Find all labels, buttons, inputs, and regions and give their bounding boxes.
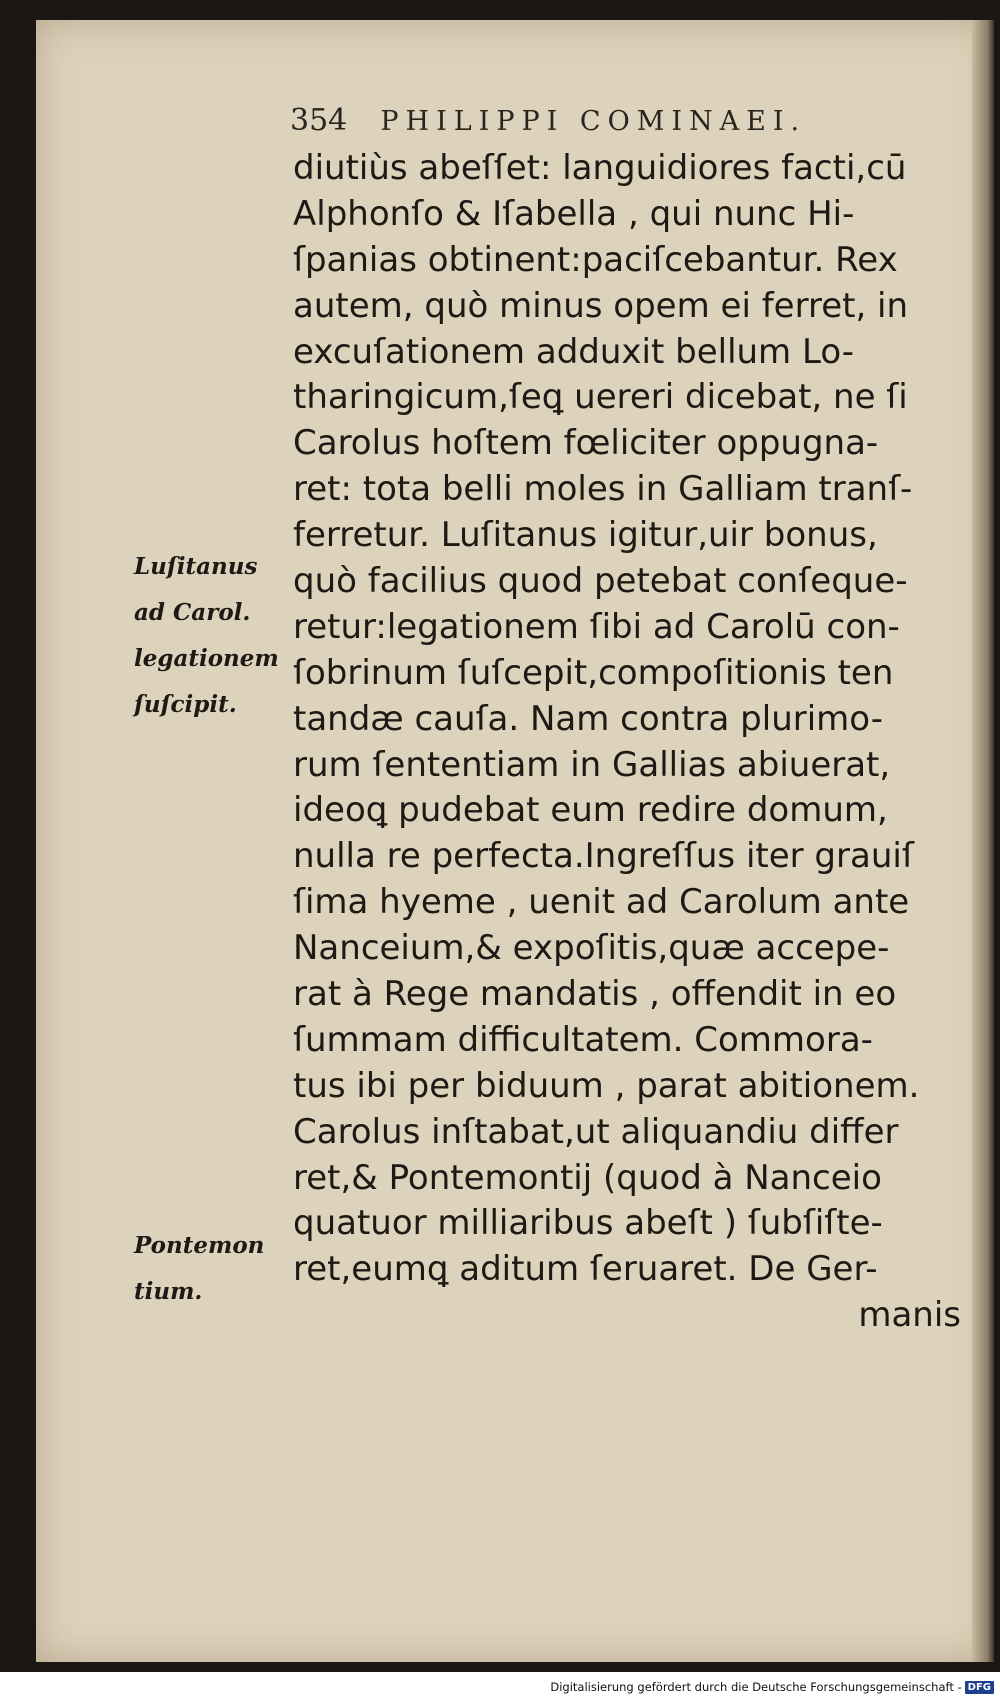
text-line: quò facilius quod petebat conſeque- [293,561,908,602]
text-line: rat à Rege mandatis , offendit in eo [293,974,897,1015]
text-line: Nanceium,& expoſitis,quæ accepe- [293,928,890,969]
text-line: retur:legationem ſibi ad Carolū con- [293,606,900,647]
text-line: ferretur. Luſitanus igitur,uir bonus, [293,515,878,556]
text-line: Alphonſo & Iſabella , qui nunc Hi- [293,193,855,234]
margin-note-line: legationem [134,644,279,672]
margin-note-line: Pontemon [134,1232,265,1259]
text-line: Carolus hoſtem fœliciter oppugna- [293,423,879,464]
dfg-logo[interactable]: DFG [965,1681,994,1694]
text-line: diutiùs abeſſet: languidiores facti,cū [293,148,907,188]
text-line: ret: tota belli moles in Galliam tranſ- [293,469,913,510]
text-line: ſpanias obtinent:paciſcebantur. Rex [293,239,898,280]
page-number: 354 [290,103,348,138]
footer-text: Digitalisierung gefördert durch die Deutsche Forschungsgemeinschaft - [550,1680,962,1694]
text-line: ſobrinum ſuſcepit,compoſitionis ten [293,652,894,693]
margin-note-line: Luſitanus [134,553,258,580]
text-line: tandæ cauſa. Nam contra plurimo- [293,698,884,739]
text-line: ret,eumꝗ aditum ſeruaret. De Ger- [293,1249,878,1290]
text-line: tus ibi per biduum , parat abitionem. [293,1065,920,1106]
margin-note-pontemontium [134,1223,264,1315]
page-header [290,103,990,143]
page-edge [972,20,994,1662]
text-line: excuſationem adduxit bellum Lo- [293,331,855,372]
text-line: Carolus inſtabat,ut aliquandiu differ [293,1111,899,1152]
text-line: ret,& Pontemontij (quod à Nanceio [293,1157,882,1198]
text-line: ideoꝗ pudebat eum redire domum, [293,790,888,831]
catchword: manis [858,1295,961,1336]
digitization-footer [550,1680,994,1694]
text-line: tharingicum,ſeꝗ uereri dicebat, ne ſi [293,377,908,418]
body-text [293,146,973,1339]
margin-note-line: ſuſcipit. [134,690,237,718]
margin-note-line: tium. [134,1277,203,1305]
margin-note-lusitanus [134,544,279,728]
text-line: ſummam difficultatem. Commora- [293,1019,873,1060]
text-line: autem, quò minus opem ei ferret, in [293,285,909,326]
text-line: ſima hyeme , uenit ad Carolum ante [293,882,910,923]
text-line: nulla re perfecta.Ingreſſus iter grauiſ [293,836,914,877]
running-head: PHILIPPI COMINAEI. [380,106,807,137]
text-line: rum ſententiam in Gallias abiuerat, [293,744,891,785]
text-line: quatuor milliaribus abeſt ) ſubſiſte- [293,1203,883,1244]
margin-note-line: ad Carol. [134,598,251,626]
